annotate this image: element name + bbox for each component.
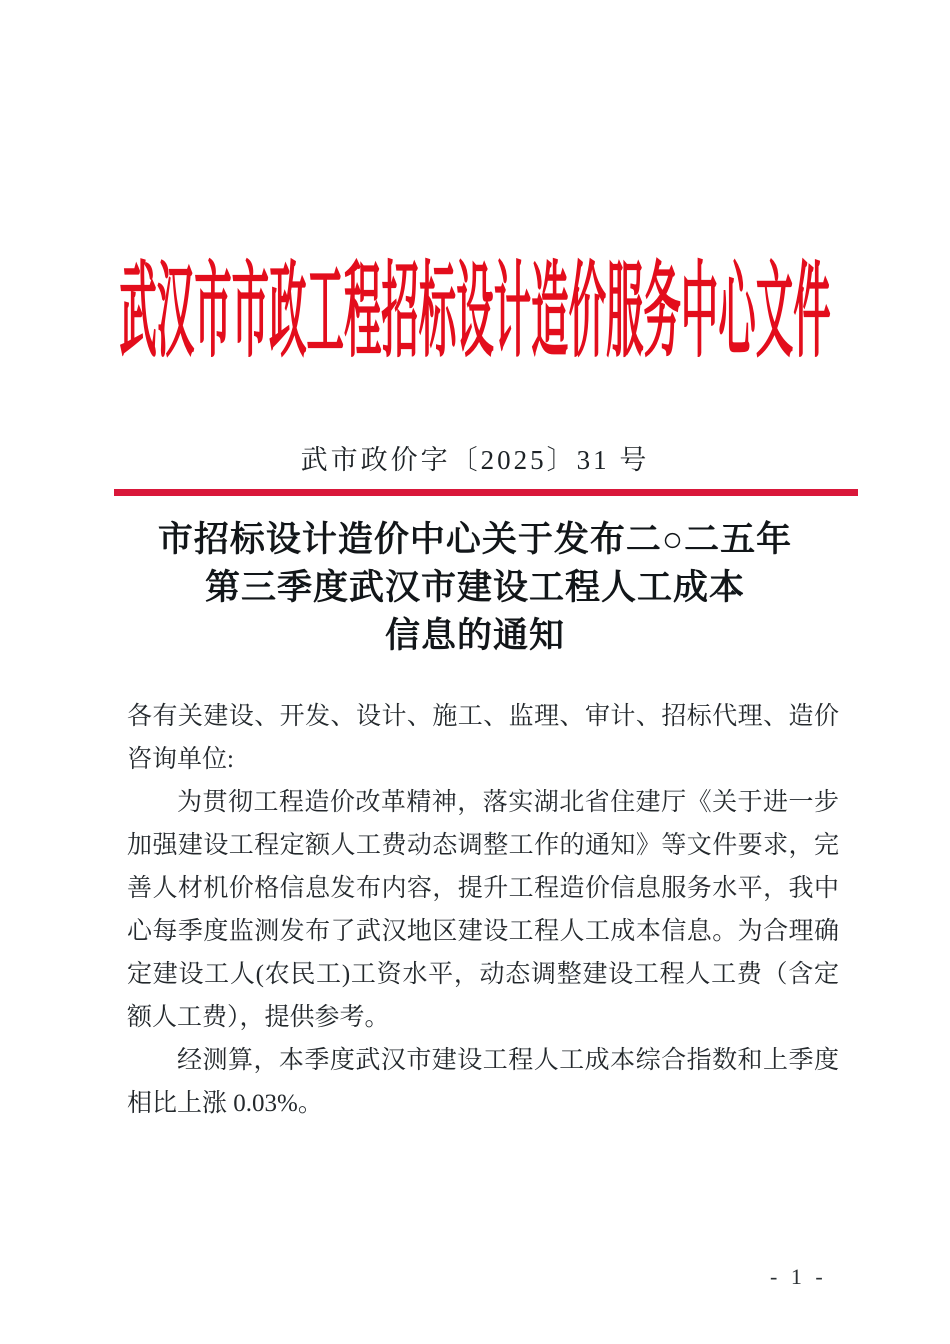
title-line-3: 信息的通知 bbox=[384, 616, 565, 655]
doc-reference-number: 武市政价字〔2025〕31 号 bbox=[300, 445, 650, 475]
title-line-2: 第三季度武汉市建设工程人工成本 bbox=[204, 568, 745, 607]
document-title bbox=[0, 516, 950, 660]
red-divider-line bbox=[114, 489, 858, 496]
red-letterhead bbox=[0, 250, 950, 375]
document-body bbox=[127, 695, 839, 1125]
body-paragraph-1: 为贯彻工程造价改革精神，落实湖北省住建厅《关于进一步加强建设工程定额人工费动态调整工作的通知》等文件要求，完善人材机价格信息发布内容，提升工程造价信息服务水平，我中心每季度监测发布了武汉地区建设工程人工成本信息。为合理确定建设工人(农民工)工资水平，动态调整建设工程人工费（含定额人工费），提供参考。 bbox=[127, 789, 839, 1031]
org-title: 武汉市市政工程招标设计造价服务中心文件 bbox=[119, 254, 831, 370]
salutation: 各有关建设、开发、设计、施工、监理、审计、招标代理、造价咨询单位: bbox=[127, 703, 839, 773]
title-line-1: 市招标设计造价中心关于发布二○二五年 bbox=[157, 520, 793, 559]
page-number: - 1 - bbox=[770, 1264, 827, 1289]
body-paragraph-2: 经测算，本季度武汉市建设工程人工成本综合指数和上季度相比上涨 0.03%。 bbox=[127, 1047, 839, 1117]
